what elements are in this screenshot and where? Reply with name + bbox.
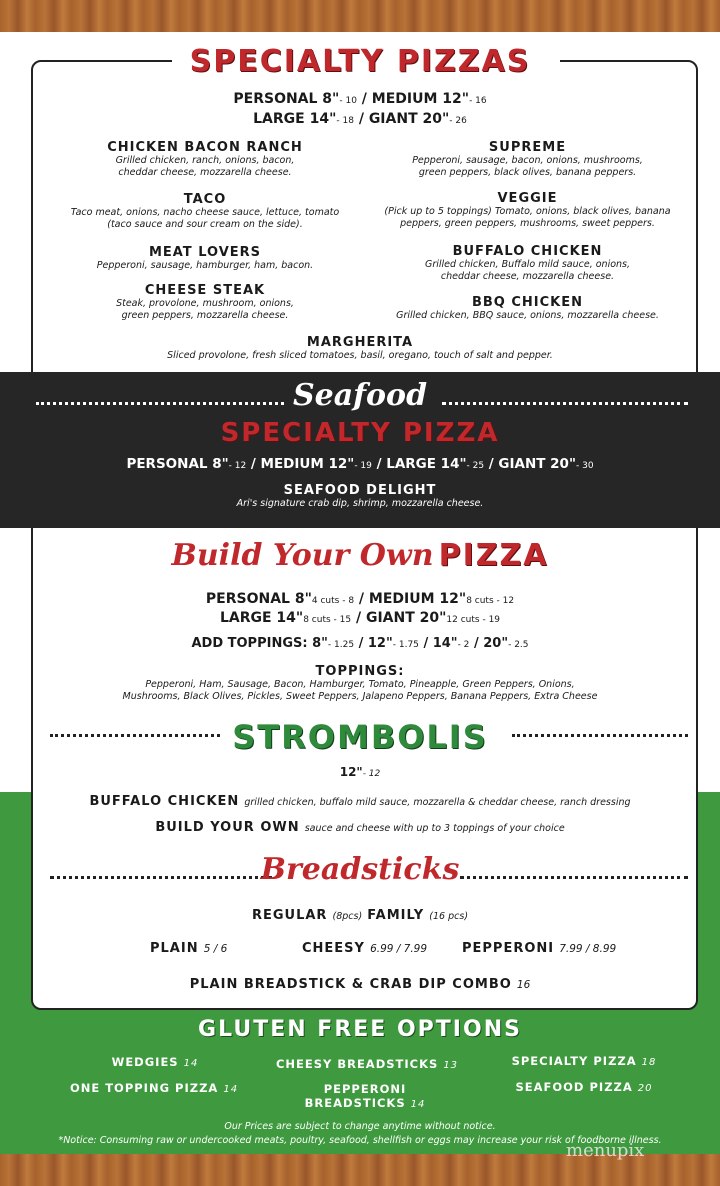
pizza-bbq-chicken: BBQ CHICKEN Grilled chicken, BBQ sauce, onions, mozzarella cheese. — [396, 295, 659, 321]
build-sizes-line1: PERSONAL 8"4 cuts - 8 / MEDIUM 12"8 cuts - 12 — [205, 591, 515, 607]
breadstick-crab-dip-combo: PLAIN BREADSTICK & CRAB DIP COMBO 16 — [189, 977, 531, 992]
strombolis-title: STROMBOLIS — [232, 718, 488, 756]
stromboli-build-your-own: BUILD YOUR OWN sauce and cheese with up to 3 toppings of your choice — [155, 820, 565, 835]
toppings-list: TOPPINGS: Pepperoni, Ham, Sausage, Bacon, Hamburger, Tomato, Pineapple, Green Peppers, Onions, Mushrooms, Black Olives, Pickles, Sweet Peppers, Jalapeno Peppers, Banana Peppers, Extra Cheese — [122, 664, 598, 702]
wood-border-top — [0, 0, 720, 32]
pizza-veggie: VEGGIE (Pick up to 5 toppings) Tomato, onions, black olives, banana peppers, green peppers, mushrooms, sweet peppers. — [384, 191, 671, 229]
gf-pepperoni-breadsticks: PEPPERONI BREADSTICKS 14 — [304, 1082, 426, 1110]
gf-specialty-pizza: SPECIALTY PIZZA 18 — [511, 1054, 657, 1068]
pizza-buffalo-chicken: BUFFALO CHICKEN Grilled chicken, Buffalo mild sauce, onions, cheddar cheese, mozzarella cheese. — [424, 244, 631, 282]
build-sizes-line2: LARGE 14"8 cuts - 15 / GIANT 20"12 cuts - 19 — [219, 610, 501, 626]
pizza-margherita: MARGHERITA Sliced provolone, fresh sliced tomatoes, basil, oregano, touch of salt and pepper. — [167, 335, 553, 361]
seafood-script-title: Seafood — [292, 378, 428, 413]
gf-seafood-pizza: SEAFOOD PIZZA 20 — [515, 1080, 653, 1094]
price-notice: Our Prices are subject to change anytime without notice. — [224, 1121, 496, 1132]
pizza-supreme: SUPREME Pepperoni, sausage, bacon, onions, mushrooms, green peppers, black olives, banana peppers. — [412, 140, 643, 178]
build-your-own-title: Build Your Own PIZZA — [171, 538, 549, 573]
breadstick-cheesy: CHEESY 6.99 / 7.99 — [302, 941, 428, 956]
pizza-chicken-bacon-ranch: CHICKEN BACON RANCH Grilled chicken, ranch, onions, bacon, cheddar cheese, mozzarella cheese. — [107, 140, 303, 178]
add-toppings-prices: ADD TOPPINGS: 8"- 1.25 / 12"- 1.75 / 14"- 2 / 20"- 2.5 — [191, 636, 529, 651]
watermark: menupix — [566, 1140, 645, 1161]
pizza-meat-lovers: MEAT LOVERS Pepperoni, sausage, hamburger, ham, bacon. — [96, 245, 314, 271]
gf-wedgies: WEDGIES 14 — [111, 1055, 199, 1069]
specialty-sizes-line2: LARGE 14"- 18 / GIANT 20"- 26 — [253, 111, 467, 127]
seafood-delight: SEAFOOD DELIGHT Ari's signature crab dip, shrimp, mozzarella cheese. — [236, 483, 484, 509]
stromboli-buffalo-chicken: BUFFALO CHICKEN grilled chicken, buffalo mild sauce, mozzarella & cheddar cheese, ranch dressing — [89, 794, 631, 809]
breadsticks-title: Breadsticks — [260, 852, 460, 887]
specialty-sizes-line1: PERSONAL 8"- 10 / MEDIUM 12"- 16 — [233, 91, 487, 107]
specialty-pizzas-title: SPECIALTY PIZZAS — [189, 44, 531, 79]
gf-cheesy-breadsticks: CHEESY BREADSTICKS 13 — [275, 1057, 459, 1071]
pizza-taco: TACO Taco meat, onions, nacho cheese sauce, lettuce, tomato (taco sauce and sour cream on the side). — [70, 192, 340, 230]
seafood-sizes: PERSONAL 8"- 12 / MEDIUM 12"- 19 / LARGE 14"- 25 / GIANT 20"- 30 — [126, 456, 594, 472]
food-safety-notice: *Notice: Consuming raw or undercooked meats, poultry, seafood, shellfish or eggs may increase your risk of foodborne illness. — [58, 1135, 662, 1146]
breadstick-plain: PLAIN 5 / 6 — [150, 941, 228, 956]
stromboli-size: 12"- 12 — [339, 765, 381, 779]
breadstick-pepperoni: PEPPERONI 7.99 / 8.99 — [462, 941, 617, 956]
breadsticks-size-labels: REGULAR (8pcs) FAMILY (16 pcs) — [251, 908, 469, 923]
pizza-cheese-steak: CHEESE STEAK Steak, provolone, mushroom, onions, green peppers, mozzarella cheese. — [116, 283, 294, 321]
gluten-free-title: GLUTEN FREE OPTIONS — [198, 1017, 522, 1042]
seafood-specialty-pizza-title: SPECIALTY PIZZA — [220, 418, 500, 448]
gf-one-topping-pizza: ONE TOPPING PIZZA 14 — [69, 1081, 239, 1095]
